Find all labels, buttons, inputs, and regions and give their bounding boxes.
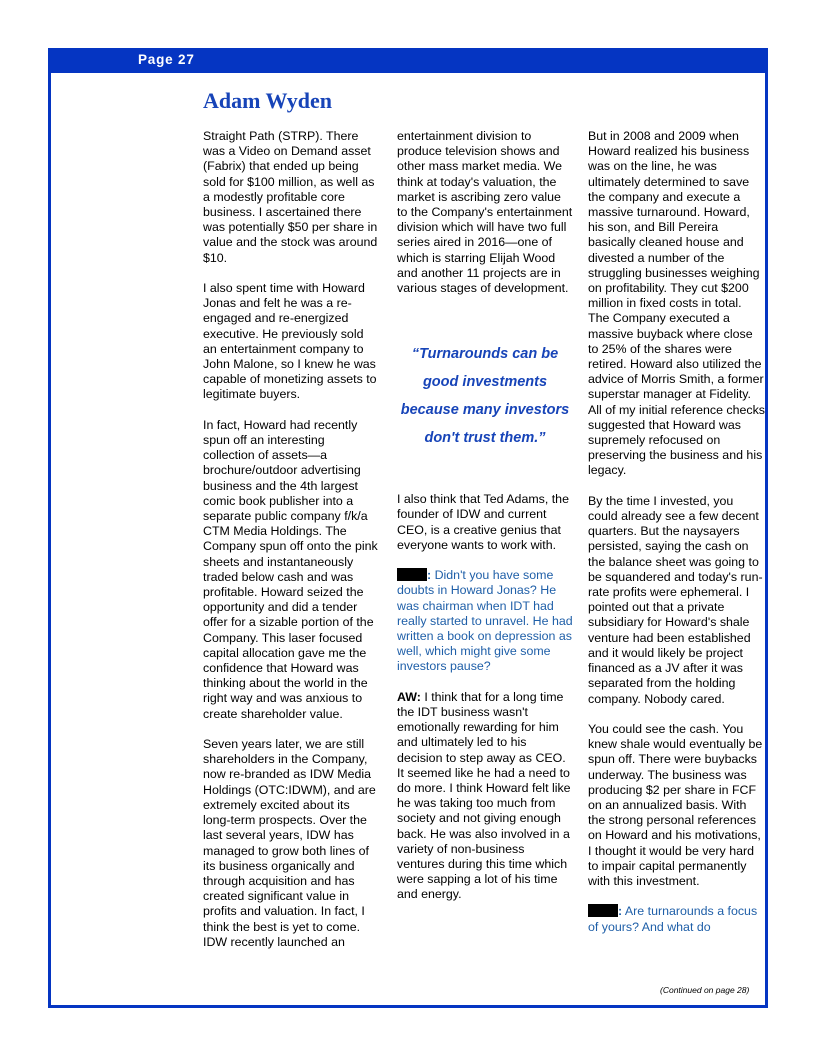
- answer-label: AW:: [397, 689, 421, 704]
- interview-answer: [397, 690, 573, 903]
- question-text: Didn't you have some doubts in Howard Jonas? He was chairman when IDT had really started to unravel. He had written a book on depression as well, which might give some investors pause?: [397, 568, 573, 674]
- paragraph: Seven years later, we are still shareholders in the Company, now re-branded as IDW Media Holdings (OTC:IDWM), and are extremely excited about its long-term prospects. Over the last several years, IDW has managed to grow both lines of its business organically and through acquisition and has created significant value in profits and valuation. In fact, I think the best is yet to come. IDW recently launched an: [203, 737, 376, 949]
- paragraph: Straight Path (STRP). There was a Video on Demand asset (Fabrix) that ended up being sold for $100 million, as well as a modestly profitable core business. I ascertained there was potentially $50 per share in value and the stock was around $10.: [203, 129, 378, 265]
- column-2: [397, 129, 573, 918]
- answer-text: I think that for a long time the IDT business wasn't emotionally rewarding for him and ultimately led to his decision to step away as CEO. It seemed like he had a need to do more. I think Howard felt like he was taking too much from society and not giving enough back. He was also involved in a variety of non-business ventures during this time which were sapping a lot of his time and energy.: [397, 689, 571, 902]
- question-text: Are turnarounds a focus of yours? And what do: [588, 904, 758, 934]
- paragraph: By the time I invested, you could already see a few decent quarters. But the naysayers persisted, saying the cash on the balance sheet was going to be squandered and today's run-rate profits were ephemeral. I pointed out that a private subsidiary for Howard's shale venture had been established and it would likely be project financed as a JV after it was separated from the holding company. Nobody cared.: [588, 493, 763, 706]
- paragraph: But in 2008 and 2009 when Howard realized his business was on the line, he was ultimately determined to save the company and execute a massive turnaround. Howard, his son, and Bill Pereira basically cleaned house and divested a number of the struggling businesses weighing on profitability. They cut $200 million in fixed costs in total. The Company executed a massive buyback where close to 25% of the shares were retired. Howard also utilized the advice of Morris Smith, a former superstar manager at Fidelity. All of my initial reference checks suggested that Howard was supremely refocused on preserving the business and his legacy.: [588, 129, 765, 478]
- page-number: Page 27: [138, 52, 195, 67]
- column-3: [588, 129, 765, 950]
- question-colon: :: [427, 568, 432, 583]
- continued-note: (Continued on page 28): [660, 985, 750, 995]
- interview-question: [397, 568, 573, 674]
- paragraph: You could see the cash. You knew shale would eventually be spun off. There were buybacks underway. The business was producing $2 per share in FCF on an annualized basis. With the strong personal references on Howard and his motivations, I thought it would be very hard to impair capital permanently with this investment.: [588, 721, 763, 888]
- paragraph: entertainment division to produce television shows and other mass market media. We think at today's valuation, the market is ascribing zero value to the Company's entertainment division which will have two full series aired in 2016—one of which is starring Elijah Wood and another 11 projects are in various stages of development.: [397, 129, 573, 296]
- interview-question: [588, 904, 765, 934]
- column-1: [203, 129, 379, 965]
- paragraph: In fact, Howard had recently spun off an interesting collection of assets—a brochure/outdoor advertising business and the 4th largest comic book publisher into a separate public company f/k/a CTM Media Holdings. The Company spun off onto the pink sheets and instantaneously traded below cash and was profitable. Howard seized the opportunity and did a tender offer for a sizable portion of the Company. This laser focused capital allocation gave me the confidence that Howard was thinking about the world in the right way and was anxious to create shareholder value.: [203, 417, 378, 721]
- question-colon: :: [618, 904, 623, 919]
- author-heading: Adam Wyden: [203, 88, 332, 113]
- paragraph: I also think that Ted Adams, the founder of IDW and current CEO, is a creative genius that everyone wants to work with.: [397, 492, 569, 552]
- redacted-name: [397, 568, 427, 581]
- redacted-name: [588, 904, 618, 917]
- pull-quote: “Turnarounds can be good investments because many investors don't trust them.”: [400, 346, 570, 447]
- paragraph: I also spent time with Howard Jonas and felt he was a re-engaged and re-energized executive. He previously sold an entertainment company to John Malone, so I knew he was capable of monetizing assets to legitimate buyers.: [203, 281, 377, 402]
